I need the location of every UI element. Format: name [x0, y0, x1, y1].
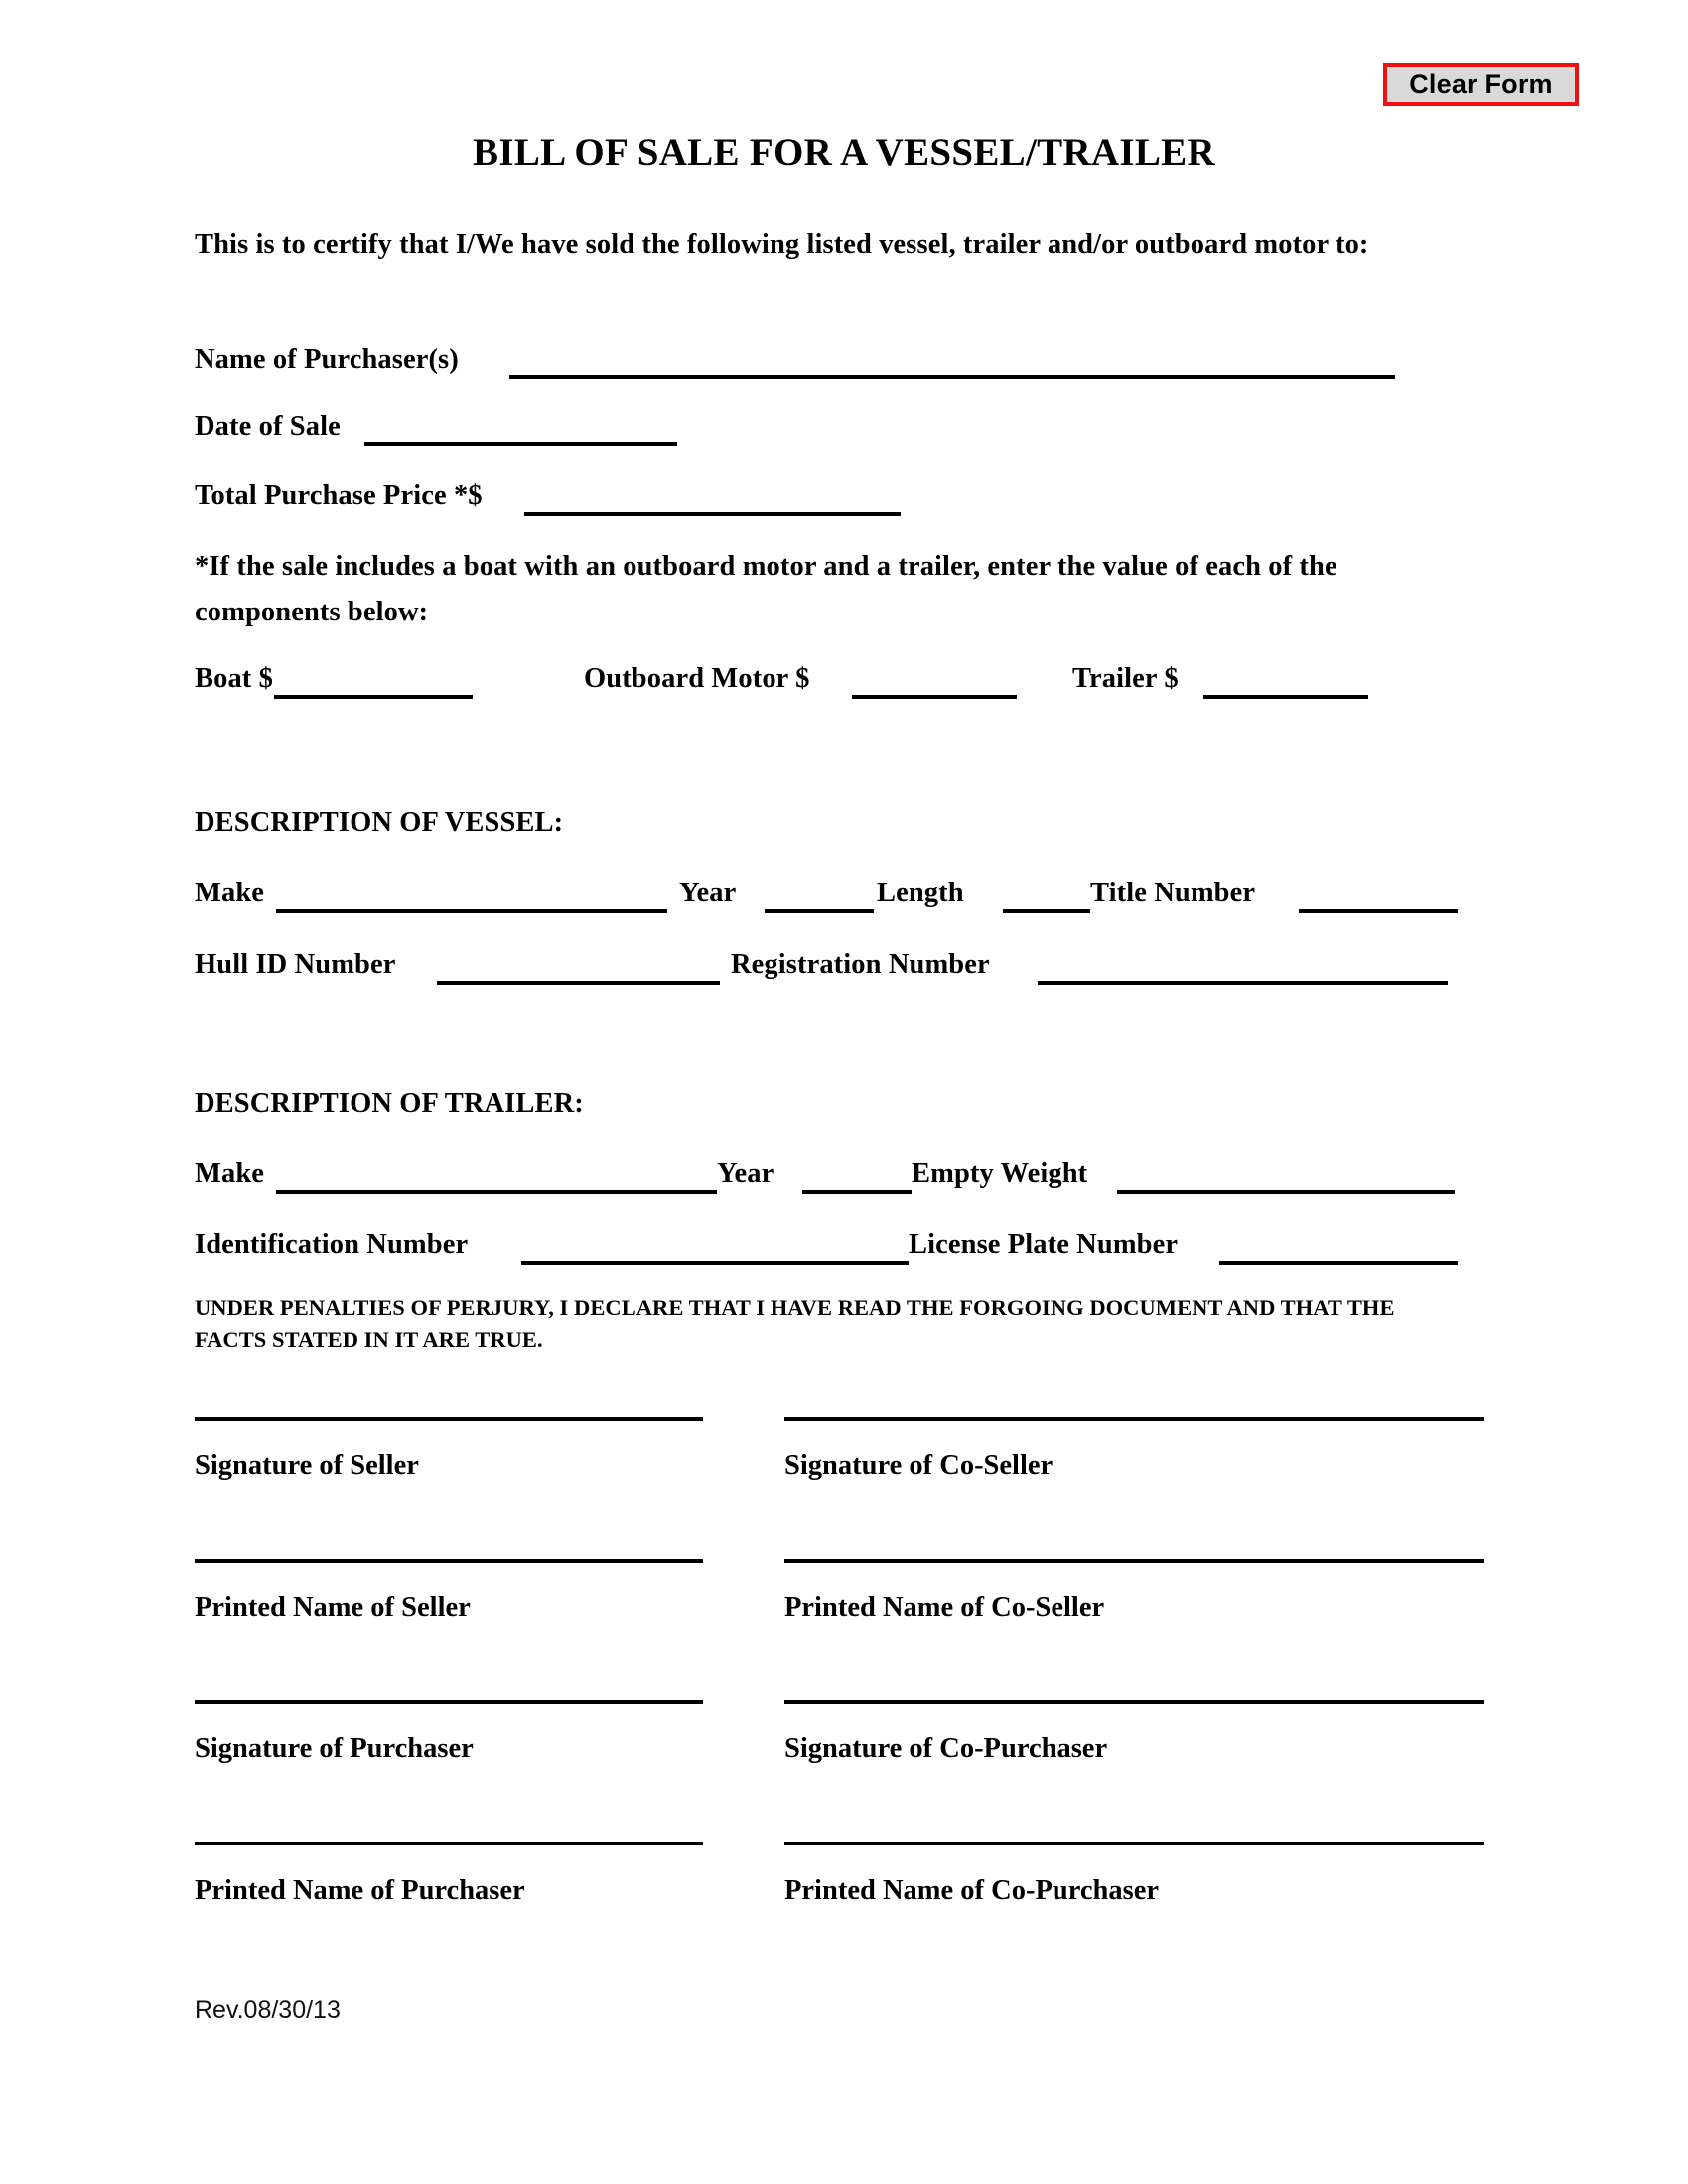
- component-value-note: *If the sale includes a boat with an outboard motor and a trailer, enter the value of each of the components below:: [195, 551, 1337, 627]
- intro-paragraph: This is to certify that I/We have sold the following listed vessel, trailer and/or outboard motor to:: [195, 229, 1369, 260]
- trailer-empty-weight-input-line[interactable]: [1117, 1190, 1455, 1194]
- vessel-make-label: Make: [195, 878, 265, 908]
- vessel-title-number-input-line[interactable]: [1299, 909, 1458, 913]
- printed-co-purchaser-name-line[interactable]: [784, 1842, 1484, 1845]
- vessel-length-input-line[interactable]: [1003, 909, 1090, 913]
- boat-value-label: Boat $: [195, 663, 273, 694]
- trailer-license-plate-input-line[interactable]: [1219, 1261, 1458, 1265]
- vessel-year-label: Year: [679, 878, 737, 908]
- vessel-make-input-line[interactable]: [276, 909, 667, 913]
- trailer-identification-input-line[interactable]: [521, 1261, 909, 1265]
- trailer-year-input-line[interactable]: [802, 1190, 912, 1194]
- printed-purchaser-name-label: Printed Name of Purchaser: [195, 1875, 525, 1906]
- seller-signature-line[interactable]: [195, 1417, 703, 1421]
- trailer-value-label: Trailer $: [1072, 663, 1179, 694]
- date-of-sale-input-line[interactable]: [364, 442, 677, 446]
- trailer-value-input-line[interactable]: [1203, 695, 1368, 699]
- printed-purchaser-name-line[interactable]: [195, 1842, 703, 1845]
- date-of-sale-label: Date of Sale: [195, 411, 341, 442]
- vessel-registration-label: Registration Number: [731, 949, 990, 980]
- trailer-license-plate-label: License Plate Number: [909, 1229, 1179, 1260]
- vessel-section-heading: DESCRIPTION OF VESSEL:: [195, 807, 564, 838]
- outboard-motor-value-input-line[interactable]: [852, 695, 1017, 699]
- page-title: BILL OF SALE FOR A VESSEL/TRAILER: [473, 131, 1215, 174]
- purchaser-signature-label: Signature of Purchaser: [195, 1733, 474, 1764]
- printed-co-seller-name-line[interactable]: [784, 1559, 1484, 1563]
- vessel-length-label: Length: [877, 878, 964, 908]
- printed-co-purchaser-name-label: Printed Name of Co-Purchaser: [784, 1875, 1160, 1906]
- vessel-year-input-line[interactable]: [765, 909, 874, 913]
- trailer-year-label: Year: [717, 1159, 774, 1189]
- revision-date: Rev.08/30/13: [195, 1996, 341, 2024]
- trailer-make-input-line[interactable]: [276, 1190, 717, 1194]
- seller-signature-label: Signature of Seller: [195, 1450, 419, 1481]
- vessel-title-number-label: Title Number: [1090, 878, 1256, 908]
- total-purchase-price-label: Total Purchase Price *$: [195, 480, 483, 511]
- trailer-make-label: Make: [195, 1159, 265, 1189]
- outboard-motor-value-label: Outboard Motor $: [584, 663, 810, 694]
- printed-seller-name-line[interactable]: [195, 1559, 703, 1563]
- vessel-hull-id-label: Hull ID Number: [195, 949, 396, 980]
- trailer-empty-weight-label: Empty Weight: [912, 1159, 1088, 1189]
- trailer-section-heading: DESCRIPTION OF TRAILER:: [195, 1088, 584, 1119]
- perjury-statement: UNDER PENALTIES OF PERJURY, I DECLARE THAT I HAVE READ THE FORGOING DOCUMENT AND THAT THE FACTS STATED IN IT ARE TRUE.: [195, 1296, 1395, 1352]
- co-purchaser-signature-line[interactable]: [784, 1700, 1484, 1704]
- purchaser-name-label: Name of Purchaser(s): [195, 344, 459, 375]
- vessel-registration-input-line[interactable]: [1038, 981, 1448, 985]
- printed-seller-name-label: Printed Name of Seller: [195, 1592, 471, 1623]
- co-seller-signature-line[interactable]: [784, 1417, 1484, 1421]
- vessel-hull-id-input-line[interactable]: [437, 981, 720, 985]
- printed-co-seller-name-label: Printed Name of Co-Seller: [784, 1592, 1105, 1623]
- clear-form-button[interactable]: Clear Form: [1383, 63, 1579, 106]
- purchaser-name-input-line[interactable]: [509, 375, 1395, 379]
- boat-value-input-line[interactable]: [274, 695, 473, 699]
- trailer-identification-label: Identification Number: [195, 1229, 469, 1260]
- total-purchase-price-input-line[interactable]: [524, 512, 901, 516]
- co-purchaser-signature-label: Signature of Co-Purchaser: [784, 1733, 1108, 1764]
- co-seller-signature-label: Signature of Co-Seller: [784, 1450, 1054, 1481]
- purchaser-signature-line[interactable]: [195, 1700, 703, 1704]
